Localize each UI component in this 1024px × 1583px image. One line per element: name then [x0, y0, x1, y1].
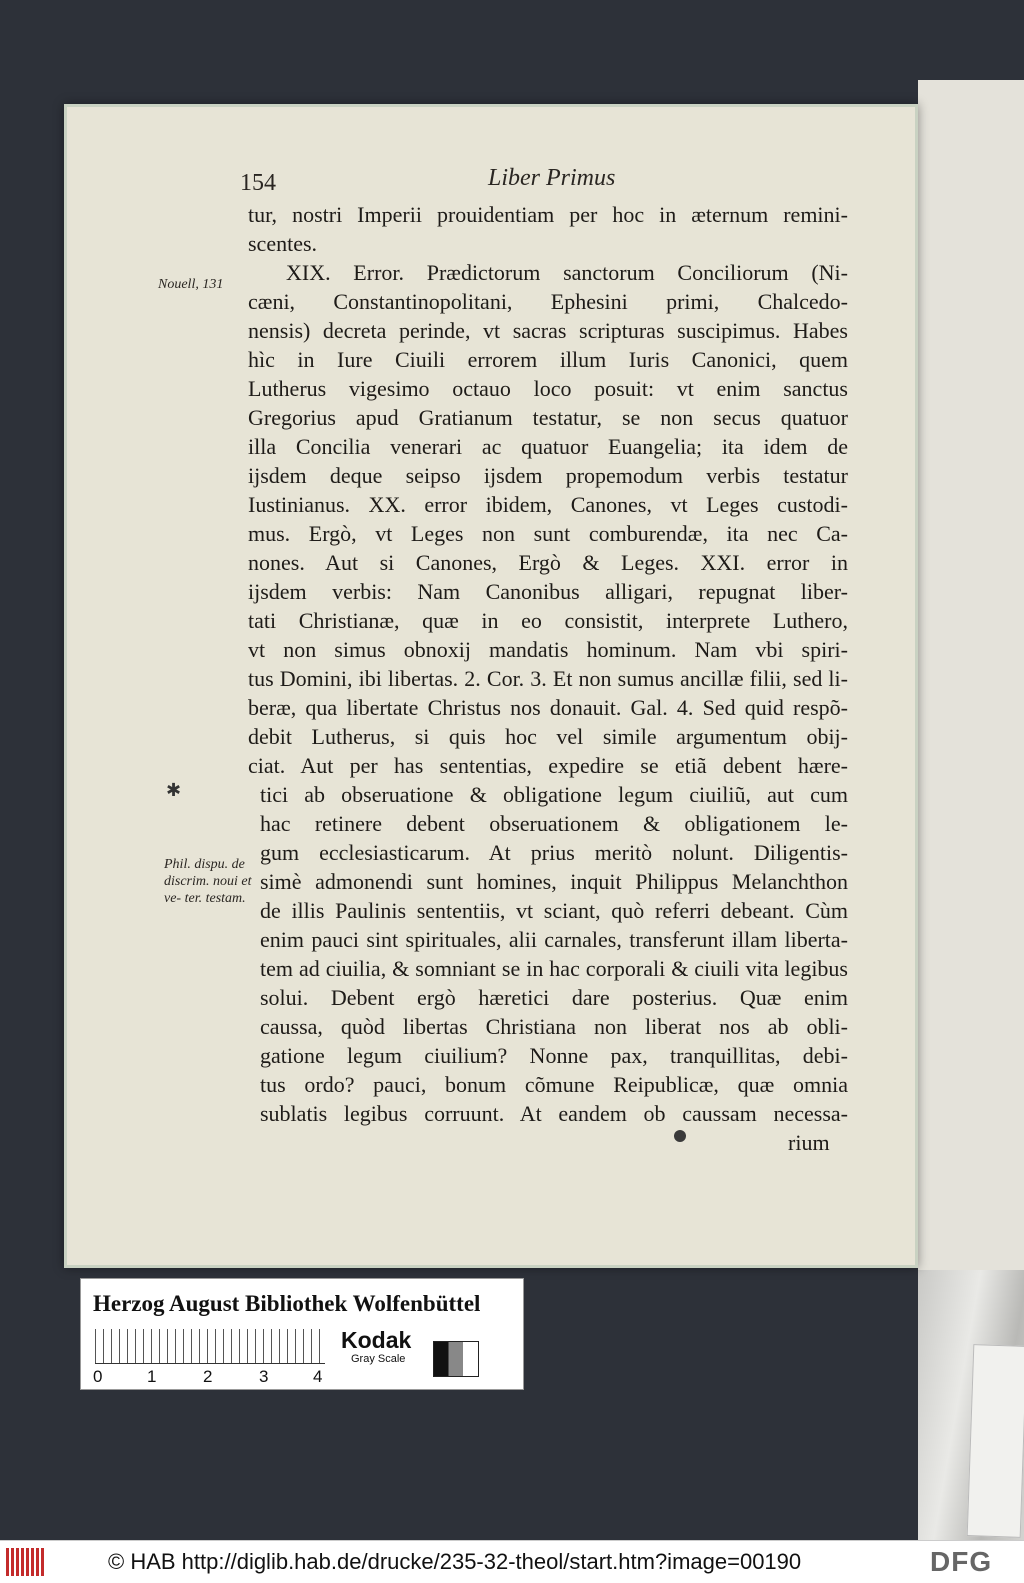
- source-url[interactable]: © HAB http://diglib.hab.de/drucke/235-32-theol/start.htm?image=00190: [108, 1549, 802, 1574]
- page-number: 154: [240, 170, 276, 196]
- marginal-star-icon: ✱: [166, 780, 182, 800]
- text-line: cæni, Constantinopolitani, Ephesini primi, Chalcedo-: [248, 289, 848, 314]
- text-line: tati Christianæ, quæ in eo consistit, interprete Luthero,: [248, 608, 848, 633]
- ruler-numbers: [91, 1367, 331, 1387]
- text-line: gum ecclesiasticarum. At prius meritò nolunt. Diligentis-: [260, 840, 848, 865]
- text-line: ijsdem deque seipso ijsdem propemodum verbis testatur: [248, 463, 848, 488]
- library-name: Herzog August Bibliothek Wolfenbüttel: [93, 1291, 481, 1316]
- marginal-note-melanchthon: Phil. dispu. de discrim. noui et ve- ter. testam.: [164, 857, 252, 906]
- text-line: tus ordo? pauci, bonum cõmune Reipublicæ, quæ omnia: [260, 1072, 848, 1097]
- text-line: simè admonendi sunt homines, inquit Philippus Melanchthon: [260, 869, 848, 894]
- text-line: gatione legum ciuilium? Nonne pax, tranquillitas, debi-: [260, 1043, 848, 1068]
- text-line: Gregorius apud Gratianum testatur, se non secus quatuor: [248, 405, 848, 430]
- hab-logo-icon: [6, 1548, 46, 1576]
- text-line: Iustinianus. XX. error ibidem, Canones, vt Leges custodi-: [248, 492, 848, 517]
- viewer-footer: [0, 1540, 1024, 1583]
- marginal-note-novell: Nouell, 131: [158, 277, 224, 292]
- ruler-number: 0: [93, 1367, 103, 1386]
- text-line: ijsdem verbis: Nam Canonibus alligari, repugnat liber-: [248, 579, 848, 604]
- text-line: tici ab obseruatione & obligatione legum ciuiliũ, aut cum: [260, 782, 848, 807]
- ink-spot: [674, 1130, 686, 1142]
- dfg-logo: DFG: [930, 1546, 993, 1577]
- color-target-card: [80, 1278, 524, 1390]
- text-line: mus. Ergò, vt Leges non sunt comburendæ, ita nec Ca-: [248, 521, 848, 546]
- ruler-number: 1: [147, 1367, 157, 1386]
- text-line: hac retinere debent obseruationem & obligationem le-: [260, 811, 848, 836]
- text-line: caussa, quòd libertas Christiana non liberat nos ab obli-: [260, 1014, 848, 1039]
- text-line: Lutherus vigesimo octauo loco posuit: vt enim sanctus: [248, 376, 848, 401]
- text-line: illa Concilia venerari ac quatuor Euangelia; ita idem de: [248, 434, 848, 459]
- text-line: solui. Debent ergò hæretici dare posterius. Quæ enim: [260, 985, 848, 1010]
- text-line: XIX. Error. Prædictorum sanctorum Conciliorum (Ni-: [286, 260, 848, 285]
- text-line: nensis) decreta perinde, vt sacras scripturas suscipimus. Habes: [248, 318, 848, 343]
- text-line: enim pauci sint spirituales, alii carnales, transferunt illam liberta-: [260, 927, 848, 952]
- text-line: tur, nostri Imperii prouidentiam per hoc in æternum remini-: [248, 202, 848, 227]
- scale-ruler: [95, 1329, 325, 1364]
- gray-scale-label: Gray Scale: [351, 1353, 406, 1365]
- ruler-number: 4: [313, 1367, 323, 1386]
- text-line: tem ad ciuilia, & somniant se in hac corporali & ciuili vita legibus: [260, 956, 848, 981]
- kodak-logo: Kodak: [341, 1327, 412, 1353]
- ruler-number: 2: [203, 1367, 213, 1386]
- text-line: vt non simus obnoxij mandatis hominum. Nam vbi spiri-: [248, 637, 848, 662]
- text-line: beræ, qua libertate Christus nos donauit. Gal. 4. Sed quid respõ-: [248, 695, 848, 720]
- text-line: hìc in Iure Ciuili errorem illum Iuris Canonici, quem: [248, 347, 848, 372]
- text-line: debit Lutherus, si quis hoc vel simile argumentum obij-: [248, 724, 848, 749]
- ruler-number: 3: [259, 1367, 269, 1386]
- text-line: de illis Paulinis sententiis, vt sciant, quò referri debeant. Cùm: [260, 898, 848, 923]
- body-text: [248, 200, 848, 1157]
- text-line: tus Domini, ibi libertas. 2. Cor. 3. Et non sumus ancillæ filii, sed li-: [248, 666, 848, 691]
- text-line: sublatis legibus corruunt. At eandem ob caussam necessa-: [260, 1101, 848, 1126]
- shelf-tag: [967, 1344, 1024, 1538]
- text-line: scentes.: [248, 231, 318, 256]
- gray-scale-patch: [433, 1341, 479, 1377]
- facing-page-edge: [918, 80, 1024, 1270]
- text-line: ciat. Aut per has sententias, expedire se etiã debent hære-: [248, 753, 848, 778]
- running-head: Liber Primus: [488, 165, 616, 191]
- text-line: nones. Aut si Canones, Ergò & Leges. XXI. error in: [248, 550, 848, 575]
- catchword: rium: [788, 1130, 830, 1155]
